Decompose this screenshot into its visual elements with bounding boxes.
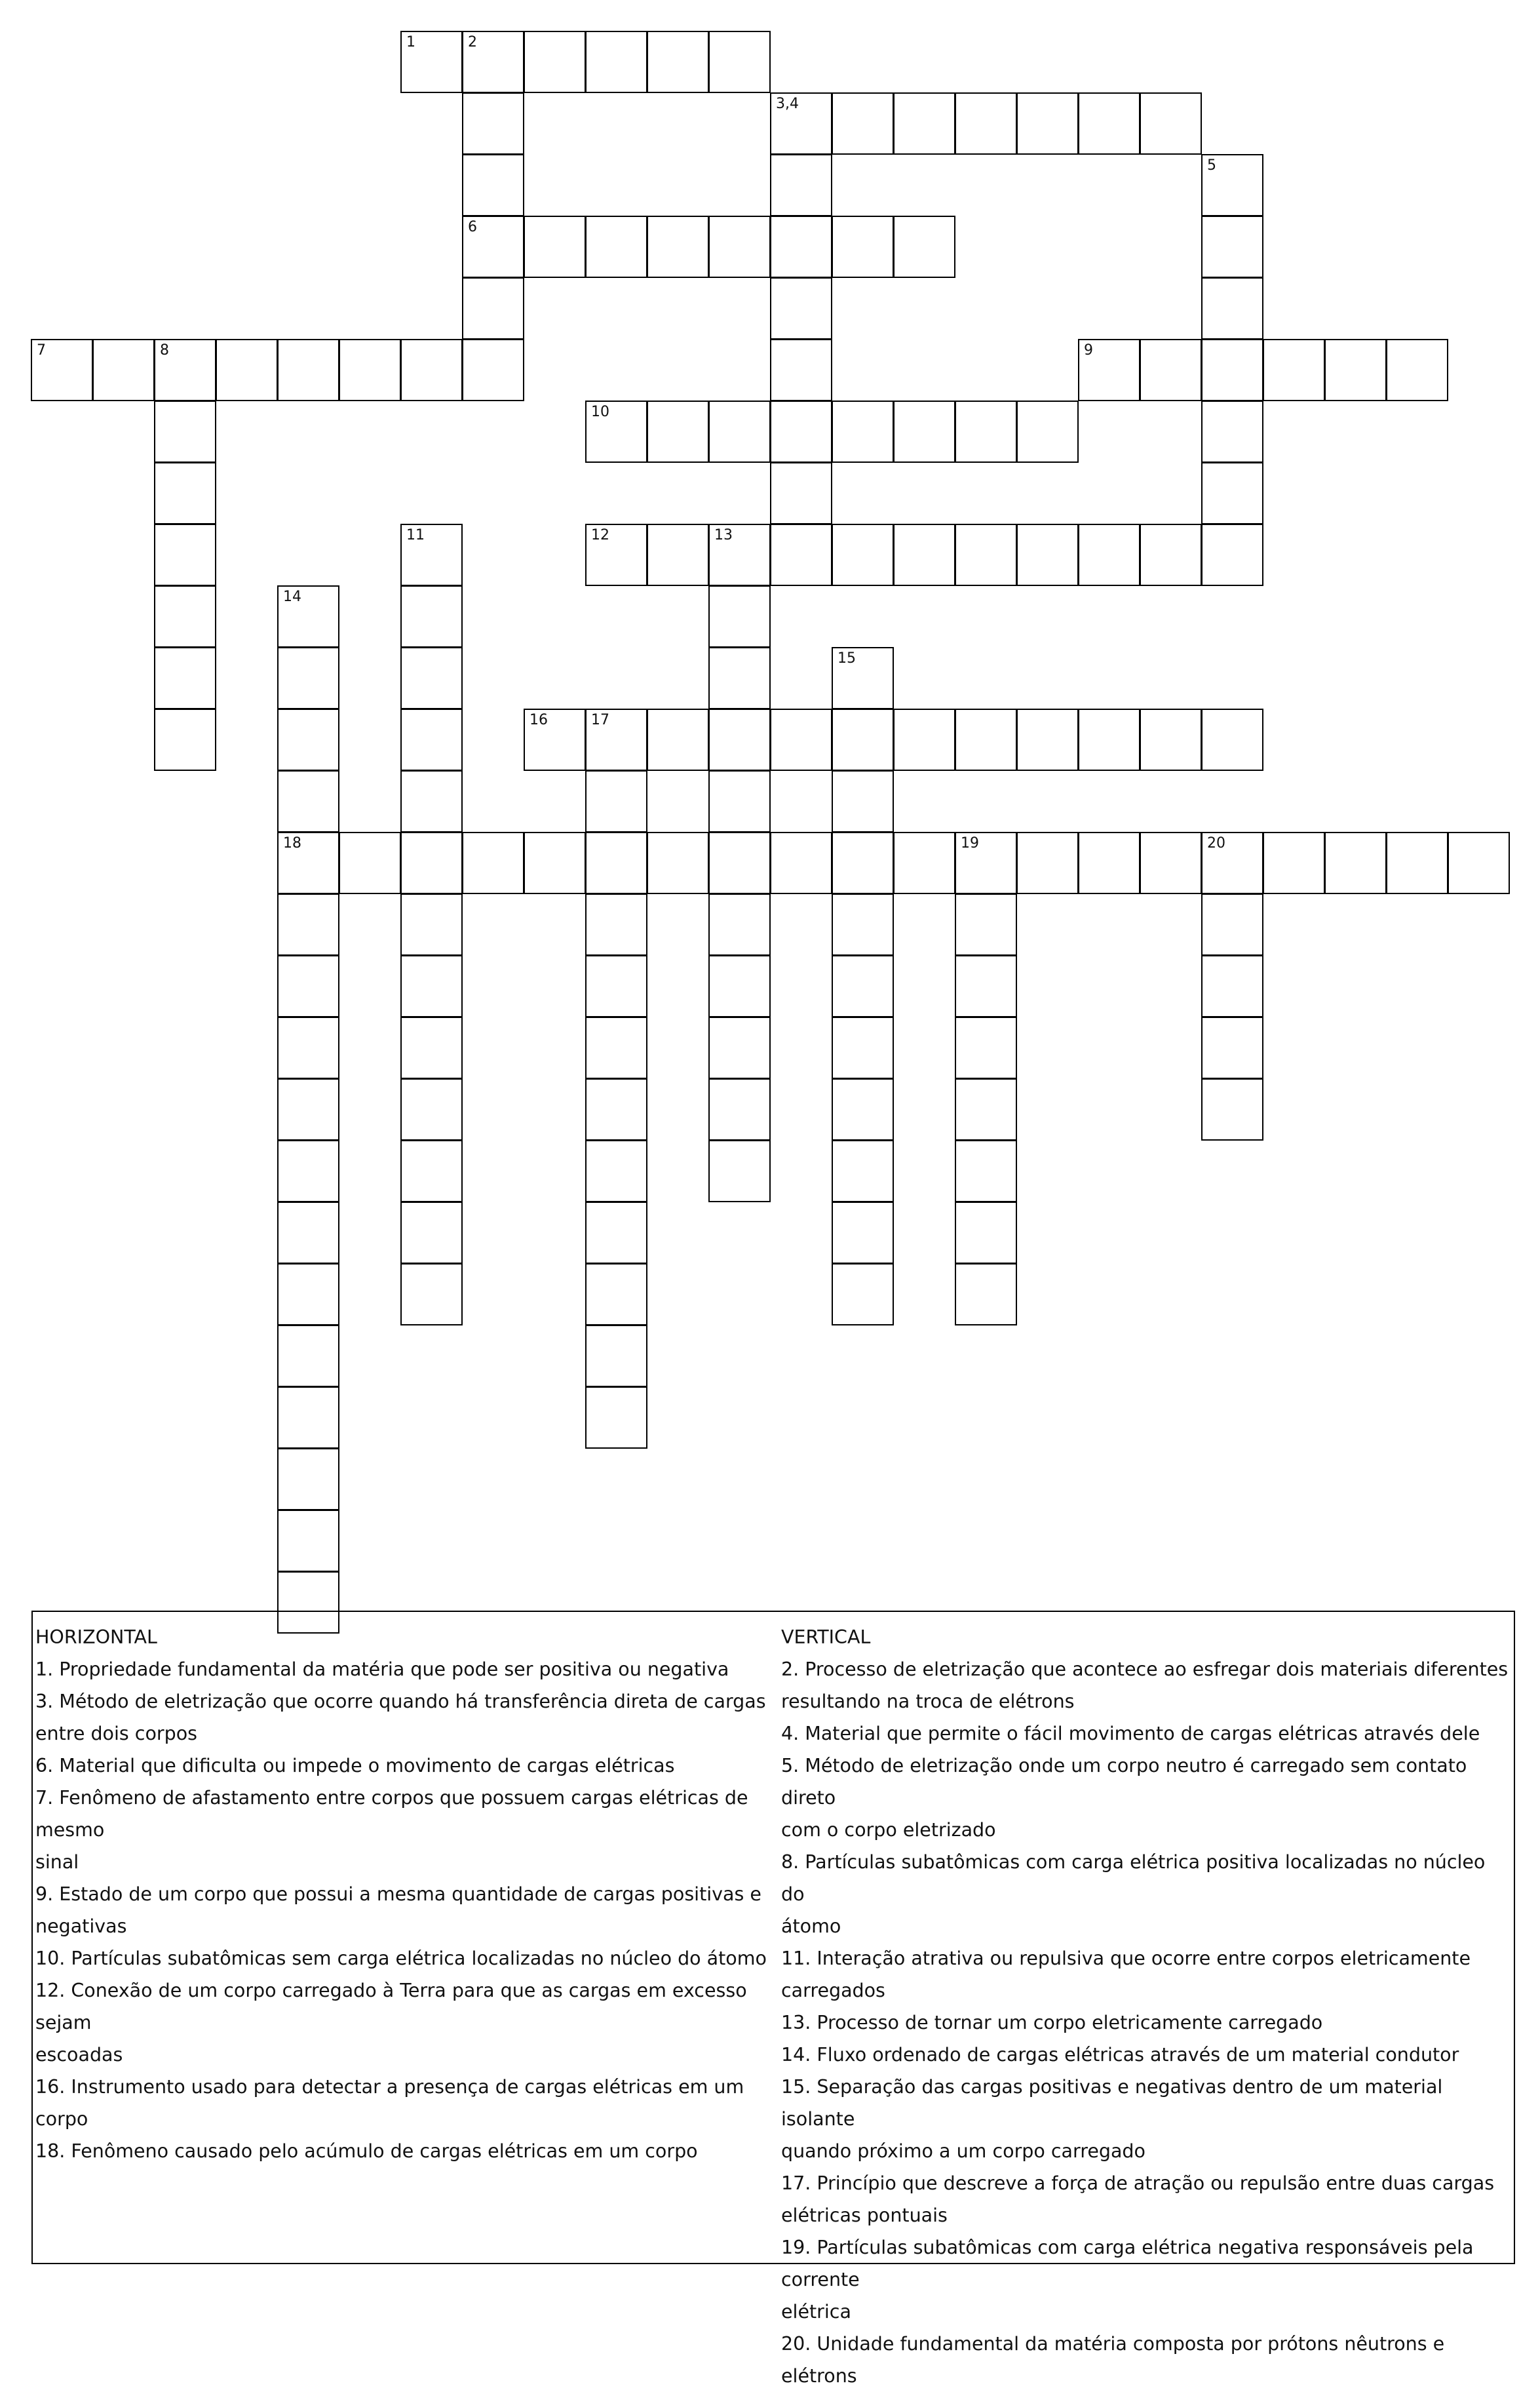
- grid-cell[interactable]: [955, 1078, 1017, 1141]
- grid-cell[interactable]: [154, 585, 216, 648]
- grid-cell[interactable]: [708, 585, 771, 648]
- grid-cell[interactable]: [1201, 277, 1263, 340]
- grid-cell[interactable]: [1201, 832, 1263, 894]
- clue-number: 18: [283, 835, 301, 852]
- grid-cell[interactable]: [1140, 92, 1202, 155]
- clue-line: escoadas: [35, 2044, 123, 2066]
- grid-cell[interactable]: [893, 92, 955, 155]
- grid-cell[interactable]: [339, 832, 401, 894]
- clue-number: 20: [1207, 835, 1225, 852]
- grid-cell[interactable]: [154, 401, 216, 463]
- grid-cell[interactable]: [1201, 893, 1263, 956]
- grid-cell[interactable]: [585, 955, 647, 1017]
- grid-cell[interactable]: [708, 401, 771, 463]
- grid-cell[interactable]: [770, 92, 832, 155]
- grid-cell[interactable]: [31, 339, 93, 401]
- clue-line: 15. Separação das cargas positivas e negativas dentro de um material isolante: [781, 2076, 1443, 2130]
- clue-number: 8: [160, 342, 169, 359]
- grid-cell[interactable]: [1078, 339, 1140, 401]
- grid-cell[interactable]: [585, 401, 647, 463]
- grid-cell[interactable]: [585, 1263, 647, 1325]
- grid-cell[interactable]: [462, 832, 524, 894]
- grid-cell[interactable]: [1140, 524, 1202, 586]
- clue-number: 7: [37, 342, 46, 359]
- grid-cell[interactable]: [1140, 709, 1202, 771]
- grid-cell[interactable]: [647, 401, 709, 463]
- grid-cell[interactable]: [585, 1078, 647, 1141]
- grid-cell[interactable]: [770, 401, 832, 463]
- grid-cell[interactable]: [832, 832, 894, 894]
- grid-cell[interactable]: [585, 1140, 647, 1202]
- grid-cell[interactable]: [277, 647, 339, 709]
- grid-cell[interactable]: [770, 524, 832, 586]
- grid-cell[interactable]: [277, 1263, 339, 1325]
- clue-line: elétricas pontuais: [781, 2205, 948, 2226]
- grid-cell[interactable]: [1078, 832, 1140, 894]
- grid-cell[interactable]: [585, 524, 647, 586]
- grid-cell[interactable]: [585, 216, 647, 278]
- grid-cell[interactable]: [277, 1078, 339, 1141]
- clue-line: 6. Material que dificulta ou impede o movimento de cargas elétricas: [35, 1755, 675, 1776]
- clue-line: 12. Conexão de um corpo carregado à Terra para que as cargas em excesso sejam: [35, 1980, 747, 2033]
- grid-cell[interactable]: [832, 770, 894, 833]
- grid-cell[interactable]: [1201, 709, 1263, 771]
- grid-cell[interactable]: [955, 524, 1017, 586]
- clue-number: 16: [529, 712, 548, 728]
- grid-cell[interactable]: [277, 585, 339, 648]
- clue-line: 17. Princípio que descreve a força de atração ou repulsão entre duas cargas: [781, 2172, 1495, 2194]
- clue-line: 20. Unidade fundamental da matéria composta por prótons nêutrons e elétrons: [781, 2333, 1445, 2387]
- grid-cell[interactable]: [277, 893, 339, 956]
- grid-cell[interactable]: [647, 524, 709, 586]
- grid-cell[interactable]: [585, 770, 647, 833]
- grid-cell[interactable]: [647, 216, 709, 278]
- clue-line: 13. Processo de tornar um corpo eletricamente carregado: [781, 2012, 1323, 2033]
- grid-cell[interactable]: [955, 1202, 1017, 1264]
- grid-cell[interactable]: [955, 955, 1017, 1017]
- grid-cell[interactable]: [400, 1263, 463, 1325]
- grid-cell[interactable]: [770, 832, 832, 894]
- clue-line: 19. Partículas subatômicas com carga elétrica negativa responsáveis pela corrente: [781, 2237, 1474, 2290]
- grid-cell[interactable]: [893, 709, 955, 771]
- clue-line: entre dois corpos: [35, 1723, 198, 1744]
- grid-cell[interactable]: [1448, 832, 1510, 894]
- grid-cell[interactable]: [832, 1263, 894, 1325]
- grid-cell[interactable]: [277, 832, 339, 894]
- grid-cell[interactable]: [1201, 154, 1263, 216]
- grid-cell[interactable]: [708, 647, 771, 709]
- grid-cell[interactable]: [708, 31, 771, 93]
- grid-cell[interactable]: [1016, 401, 1079, 463]
- grid-cell[interactable]: [955, 1017, 1017, 1079]
- grid-cell[interactable]: [400, 31, 463, 93]
- grid-cell[interactable]: [400, 1202, 463, 1264]
- clue-line: átomo: [781, 1915, 841, 1937]
- grid-cell[interactable]: [154, 709, 216, 771]
- grid-cell[interactable]: [216, 339, 278, 401]
- grid-cell[interactable]: [647, 31, 709, 93]
- grid-cell[interactable]: [585, 1325, 647, 1387]
- vertical-clues: [781, 1621, 1509, 2392]
- grid-cell[interactable]: [832, 524, 894, 586]
- grid-cell[interactable]: [832, 1017, 894, 1079]
- grid-cell[interactable]: [400, 832, 463, 894]
- grid-cell[interactable]: [647, 709, 709, 771]
- clue-number: 1: [406, 34, 415, 50]
- grid-cell[interactable]: [832, 893, 894, 956]
- grid-cell[interactable]: [462, 31, 524, 93]
- grid-cell[interactable]: [92, 339, 155, 401]
- grid-cell[interactable]: [1201, 955, 1263, 1017]
- grid-cell[interactable]: [462, 92, 524, 155]
- grid-cell[interactable]: [154, 647, 216, 709]
- grid-cell[interactable]: [1324, 339, 1387, 401]
- grid-cell[interactable]: [585, 31, 647, 93]
- grid-cell[interactable]: [585, 832, 647, 894]
- grid-cell[interactable]: [277, 1140, 339, 1202]
- grid-cell[interactable]: [277, 770, 339, 833]
- clue-number: 19: [961, 835, 979, 852]
- grid-cell[interactable]: [1078, 92, 1140, 155]
- grid-cell[interactable]: [524, 709, 586, 771]
- grid-cell[interactable]: [154, 524, 216, 586]
- clue-number: 6: [468, 219, 477, 235]
- clue-line: 2. Processo de eletrização que acontece ao esfregar dois materiais diferentes: [781, 1658, 1509, 1680]
- grid-cell[interactable]: [955, 92, 1017, 155]
- grid-cell[interactable]: [955, 401, 1017, 463]
- grid-cell[interactable]: [708, 709, 771, 771]
- grid-cell[interactable]: [585, 1386, 647, 1449]
- grid-cell[interactable]: [400, 339, 463, 401]
- grid-cell[interactable]: [893, 524, 955, 586]
- grid-cell[interactable]: [462, 277, 524, 340]
- grid-cell[interactable]: [708, 524, 771, 586]
- grid-cell[interactable]: [277, 339, 339, 401]
- grid-cell[interactable]: [277, 1448, 339, 1510]
- clues-box: [31, 1611, 1515, 2387]
- grid-cell[interactable]: [955, 1140, 1017, 1202]
- grid-cell[interactable]: [1263, 832, 1325, 894]
- grid-cell[interactable]: [893, 832, 955, 894]
- clue-number: 5: [1207, 157, 1216, 174]
- grid-cell[interactable]: [708, 832, 771, 894]
- clue-number: 12: [591, 527, 609, 543]
- clue-line: carregados: [781, 1980, 885, 2001]
- grid-cell[interactable]: [1201, 1078, 1263, 1141]
- clue-line: 16. Instrumento usado para detectar a presença de cargas elétricas em um corpo: [35, 2076, 744, 2130]
- grid-cell[interactable]: [1324, 832, 1387, 894]
- clue-line: resultando na troca de elétrons: [781, 1691, 1075, 1712]
- grid-cell[interactable]: [770, 339, 832, 401]
- clue-line: 3. Método de eletrização que ocorre quando há transferência direta de cargas: [35, 1691, 766, 1712]
- grid-cell[interactable]: [462, 339, 524, 401]
- grid-cell[interactable]: [832, 401, 894, 463]
- grid-cell[interactable]: [585, 893, 647, 956]
- grid-cell[interactable]: [277, 1386, 339, 1449]
- grid-cell[interactable]: [400, 647, 463, 709]
- clue-line: elétrica: [781, 2301, 851, 2323]
- grid-cell[interactable]: [524, 832, 586, 894]
- clue-number: 14: [283, 589, 301, 605]
- clue-line: quando próximo a um corpo carregado: [781, 2140, 1145, 2162]
- clue-number: 17: [591, 712, 609, 728]
- grid-cell[interactable]: [524, 31, 586, 93]
- grid-cell[interactable]: [708, 1017, 771, 1079]
- grid-cell[interactable]: [832, 955, 894, 1017]
- grid-cell[interactable]: [832, 1202, 894, 1264]
- clue-line: 4. Material que permite o fácil movimento de cargas elétricas através dele: [781, 1723, 1480, 1744]
- grid-cell[interactable]: [400, 585, 463, 648]
- grid-cell[interactable]: [708, 955, 771, 1017]
- grid-cell[interactable]: [770, 277, 832, 340]
- grid-cell[interactable]: [832, 1140, 894, 1202]
- grid-cell[interactable]: [400, 893, 463, 956]
- grid-cell[interactable]: [277, 1202, 339, 1264]
- grid-cell[interactable]: [770, 709, 832, 771]
- grid-cell[interactable]: [339, 339, 401, 401]
- grid-cell[interactable]: [400, 524, 463, 586]
- grid-cell[interactable]: [708, 216, 771, 278]
- grid-cell[interactable]: [277, 709, 339, 771]
- grid-cell[interactable]: [708, 893, 771, 956]
- grid-cell[interactable]: [832, 647, 894, 709]
- clue-line: 10. Partículas subatômicas sem carga elétrica localizadas no núcleo do átomo: [35, 1948, 767, 1969]
- grid-cell[interactable]: [1016, 92, 1079, 155]
- clue-line: negativas: [35, 1915, 127, 1937]
- grid-cell[interactable]: [400, 709, 463, 771]
- grid-cell[interactable]: [770, 154, 832, 216]
- grid-cell[interactable]: [400, 955, 463, 1017]
- clue-number: 15: [837, 650, 856, 667]
- clue-number: 2: [468, 34, 477, 50]
- grid-cell[interactable]: [955, 1263, 1017, 1325]
- grid-cell[interactable]: [1140, 832, 1202, 894]
- grid-cell[interactable]: [1263, 339, 1325, 401]
- grid-cell[interactable]: [955, 709, 1017, 771]
- grid-cell[interactable]: [1078, 709, 1140, 771]
- grid-cell[interactable]: [154, 339, 216, 401]
- grid-cell[interactable]: [1016, 709, 1079, 771]
- clue-line: 14. Fluxo ordenado de cargas elétricas através de um material condutor: [781, 2044, 1459, 2066]
- grid-cell[interactable]: [277, 1325, 339, 1387]
- grid-cell[interactable]: [1016, 832, 1079, 894]
- grid-cell[interactable]: [277, 955, 339, 1017]
- grid-cell[interactable]: [770, 462, 832, 524]
- grid-cell[interactable]: [585, 1017, 647, 1079]
- grid-cell[interactable]: [1140, 339, 1202, 401]
- grid-cell[interactable]: [1201, 1017, 1263, 1079]
- grid-cell[interactable]: [462, 216, 524, 278]
- grid-cell[interactable]: [832, 1078, 894, 1141]
- clue-line: 8. Partículas subatômicas com carga elétrica positiva localizadas no núcleo do: [781, 1851, 1486, 1905]
- grid-cell[interactable]: [400, 770, 463, 833]
- grid-cell[interactable]: [955, 832, 1017, 894]
- grid-cell[interactable]: [1201, 401, 1263, 463]
- grid-cell[interactable]: [1201, 339, 1263, 401]
- grid-cell[interactable]: [832, 216, 894, 278]
- clue-line: 11. Interação atrativa ou repulsiva que ocorre entre corpos eletricamente: [781, 1948, 1471, 1969]
- grid-cell[interactable]: [585, 1202, 647, 1264]
- grid-cell[interactable]: [1016, 524, 1079, 586]
- grid-cell[interactable]: [647, 832, 709, 894]
- grid-cell[interactable]: [708, 770, 771, 833]
- grid-cell[interactable]: [400, 1017, 463, 1079]
- clue-number: 3,4: [776, 96, 799, 112]
- grid-cell[interactable]: [708, 1140, 771, 1202]
- clue-number: 13: [714, 527, 733, 543]
- grid-cell[interactable]: [154, 462, 216, 524]
- grid-cell[interactable]: [1386, 832, 1448, 894]
- clue-number: 10: [591, 404, 609, 420]
- grid-cell[interactable]: [277, 1017, 339, 1079]
- grid-cell[interactable]: [955, 893, 1017, 956]
- clue-line: 9. Estado de um corpo que possui a mesma quantidade de cargas positivas e: [35, 1883, 761, 1905]
- grid-cell[interactable]: [832, 709, 894, 771]
- grid-cell[interactable]: [893, 216, 955, 278]
- clue-line: 5. Método de eletrização onde um corpo neutro é carregado sem contato direto: [781, 1755, 1467, 1809]
- horizontal-clues: [35, 1621, 776, 2167]
- clue-line: sinal: [35, 1851, 79, 1873]
- horizontal-title: HORIZONTAL: [35, 1626, 157, 1648]
- grid-cell[interactable]: [462, 154, 524, 216]
- grid-cell[interactable]: [524, 216, 586, 278]
- clue-line: com o corpo eletrizado: [781, 1819, 996, 1841]
- clue-number: 11: [406, 527, 425, 543]
- grid-cell[interactable]: [1201, 524, 1263, 586]
- grid-cell[interactable]: [277, 1510, 339, 1572]
- grid-cell[interactable]: [708, 1078, 771, 1141]
- grid-cell[interactable]: [1386, 339, 1448, 401]
- grid-cell[interactable]: [400, 1078, 463, 1141]
- clue-number: 9: [1084, 342, 1093, 359]
- grid-cell[interactable]: [893, 401, 955, 463]
- grid-cell[interactable]: [770, 216, 832, 278]
- grid-cell[interactable]: [1078, 524, 1140, 586]
- grid-cell[interactable]: [585, 709, 647, 771]
- clue-line: 1. Propriedade fundamental da matéria que pode ser positiva ou negativa: [35, 1658, 729, 1680]
- vertical-title: VERTICAL: [781, 1626, 871, 1648]
- clue-line: 7. Fenômeno de afastamento entre corpos que possuem cargas elétricas de mesmo: [35, 1787, 748, 1841]
- grid-cell[interactable]: [832, 92, 894, 155]
- clue-line: 18. Fenômeno causado pelo acúmulo de cargas elétricas em um corpo: [35, 2140, 698, 2162]
- grid-cell[interactable]: [400, 1140, 463, 1202]
- grid-cell[interactable]: [1201, 462, 1263, 524]
- grid-cell[interactable]: [1201, 216, 1263, 278]
